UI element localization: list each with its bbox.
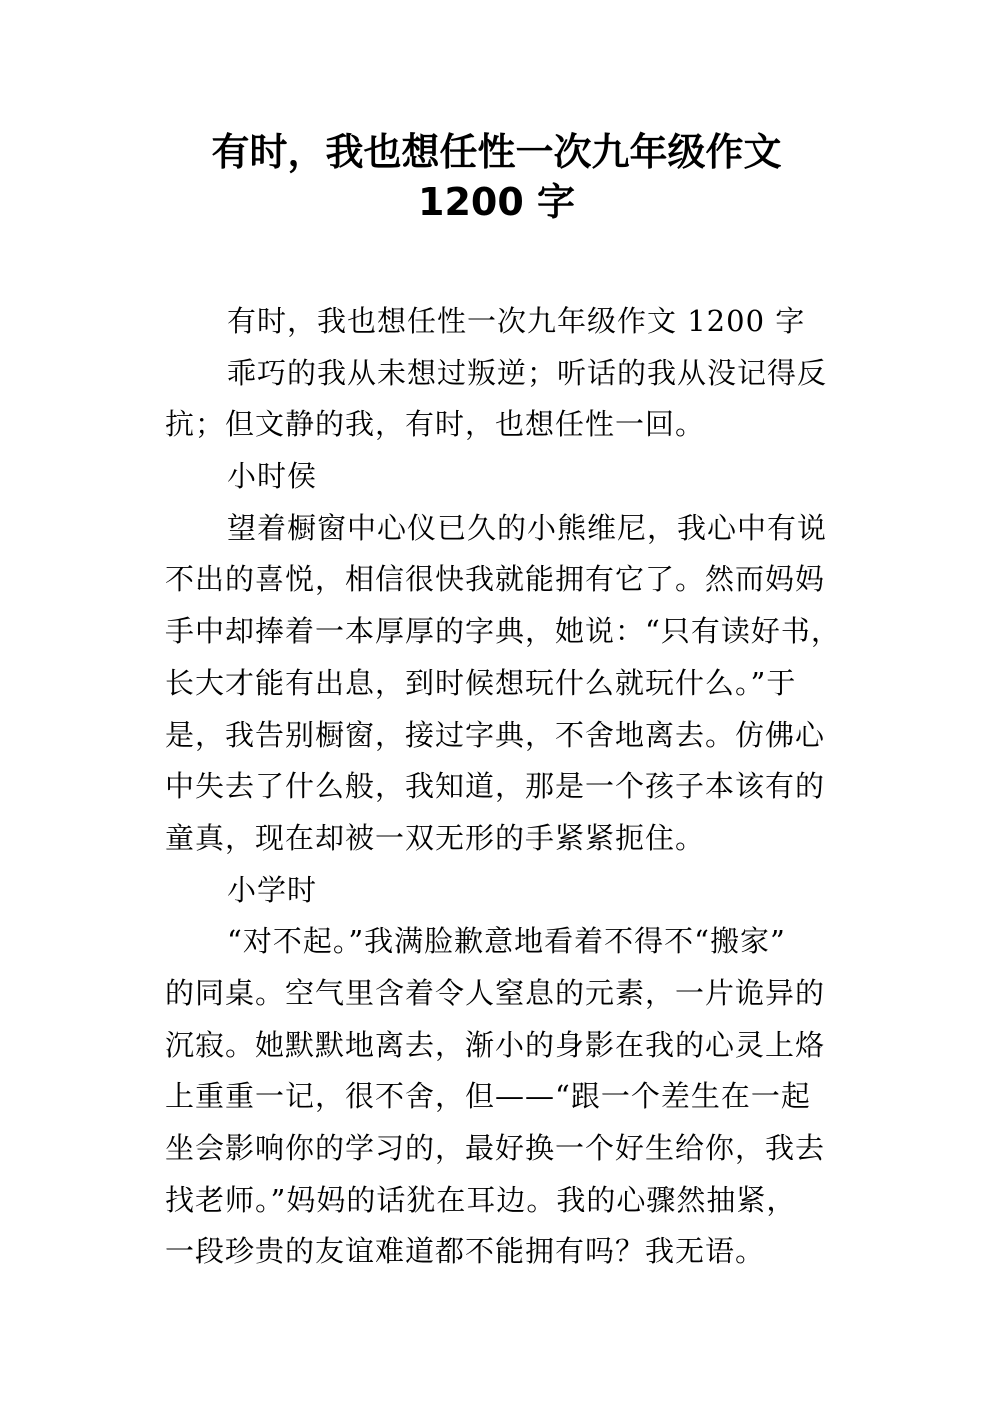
section-heading: 小学时 [227,872,318,907]
body-line: 不出的喜悦，相信很快我就能拥有它了。然而妈妈 [165,562,826,597]
document-body [165,296,845,1278]
body-line: 手中却捧着一本厚厚的字典，她说：“只有读好书， [165,614,841,649]
body-line: 中失去了什么般，我知道，那是一个孩子本该有的 [165,769,826,804]
body-line: 长大才能有出息，到时候想玩什么就玩什么。”于 [165,665,797,700]
body-line: 是，我告别橱窗，接过字典，不舍地离去。仿佛心 [165,717,826,752]
body-line: 有时，我也想任性一次九年级作文 1200 字 [227,304,806,338]
document-title-line-2: 1200 字 [418,180,575,224]
body-line: 乖巧的我从未想过叛逆；听话的我从没记得反 [227,355,828,390]
body-line: “对不起。”我满脸歉意地看着不得不“搬家” [227,924,786,959]
body-line: 沉寂。她默默地离去，渐小的身影在我的心灵上烙 [165,1027,826,1062]
body-line: 童真，现在却被一双无形的手紧紧扼住。 [165,820,706,855]
body-line: 坐会影响你的学习的，最好换一个好生给你，我去 [165,1131,826,1165]
body-line: 一段珍贵的友谊难道都不能拥有吗？我无语。 [165,1234,766,1269]
body-line: 找老师。”妈妈的话犹在耳边。我的心骤然抽紧， [165,1182,797,1217]
body-line: 的同桌。空气里含着令人窒息的元素，一片诡异的 [165,975,826,1010]
body-line: 望着橱窗中心仪已久的小熊维尼，我心中有说 [227,510,828,545]
document-title-line-1: 有时，我也想任性一次九年级作文 [211,130,782,174]
body-line: 抗；但文静的我，有时，也想任性一回。 [165,407,706,442]
body-line: 上重重一记，很不舍，但——“跟一个差生在一起 [165,1079,811,1114]
section-heading: 小时侯 [227,459,318,494]
